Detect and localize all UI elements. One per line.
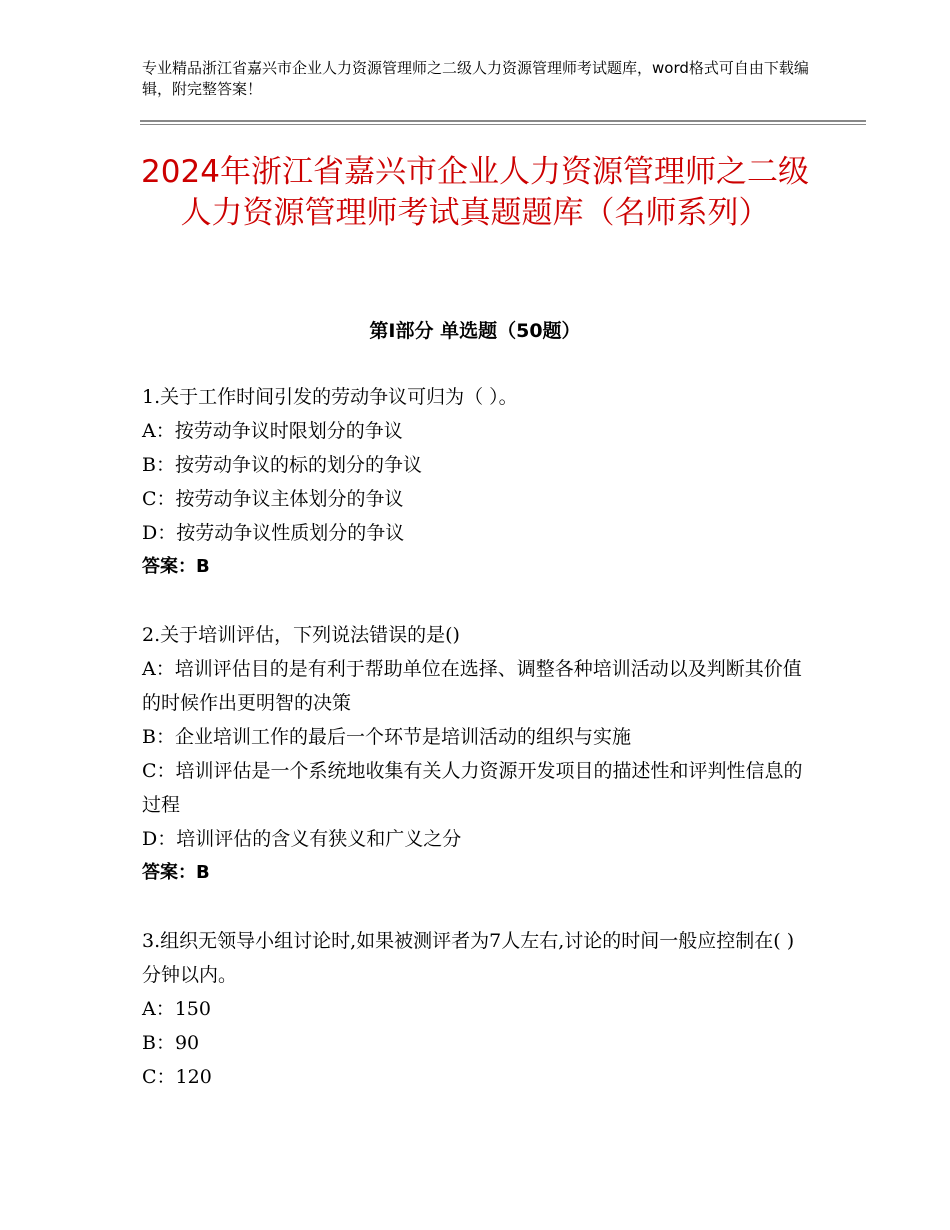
option-d: D：培训评估的含义有狭义和广义之分 — [142, 828, 462, 850]
option-b: B：企业培训工作的最后一个环节是培训活动的组织与实施 — [142, 726, 631, 748]
question-list — [142, 380, 812, 1128]
header-rule-thin — [140, 124, 866, 125]
option-a: A：150 — [142, 998, 211, 1020]
document-title: 2024年浙江省嘉兴市企业人力资源管理师之二级人力资源管理师考试真题题库（名师系列） — [141, 154, 809, 231]
question-1 — [142, 380, 812, 584]
section-title: 第Ⅰ部分 单选题（50题） — [369, 320, 581, 342]
header-rule-thick — [140, 120, 866, 122]
question-stem: 1.关于工作时间引发的劳动争议可归为（ ）。 — [142, 386, 518, 408]
question-3 — [142, 924, 812, 1094]
option-c: C：按劳动争议主体划分的争议 — [142, 488, 404, 510]
option-d: D：按劳动争议性质划分的争议 — [142, 522, 405, 544]
question-stem: 2.关于培训评估，下列说法错误的是() — [142, 624, 460, 646]
answer-line: 答案：B — [142, 862, 210, 883]
option-c: C：120 — [142, 1066, 212, 1088]
option-b: B：按劳动争议的标的划分的争议 — [142, 454, 422, 476]
header-note: 专业精品浙江省嘉兴市企业人力资源管理师之二级人力资源管理师考试题库，word格式可自由下载编辑，附完整答案！ — [142, 59, 809, 98]
option-a: A：培训评估目的是有利于帮助单位在选择、调整各种培训活动以及判断其价值的时候作出更明智的决策 — [142, 658, 802, 714]
option-b: B：90 — [142, 1032, 200, 1054]
option-a: A：按劳动争议时限划分的争议 — [142, 420, 403, 442]
option-c: C：培训评估是一个系统地收集有关人力资源开发项目的描述性和评判性信息的过程 — [142, 760, 803, 816]
answer-line: 答案：B — [142, 556, 210, 577]
question-stem: 3.组织无领导小组讨论时,如果被测评者为7人左右,讨论的时间一般应控制在( )分钟以内。 — [142, 930, 795, 986]
question-2 — [142, 618, 812, 890]
